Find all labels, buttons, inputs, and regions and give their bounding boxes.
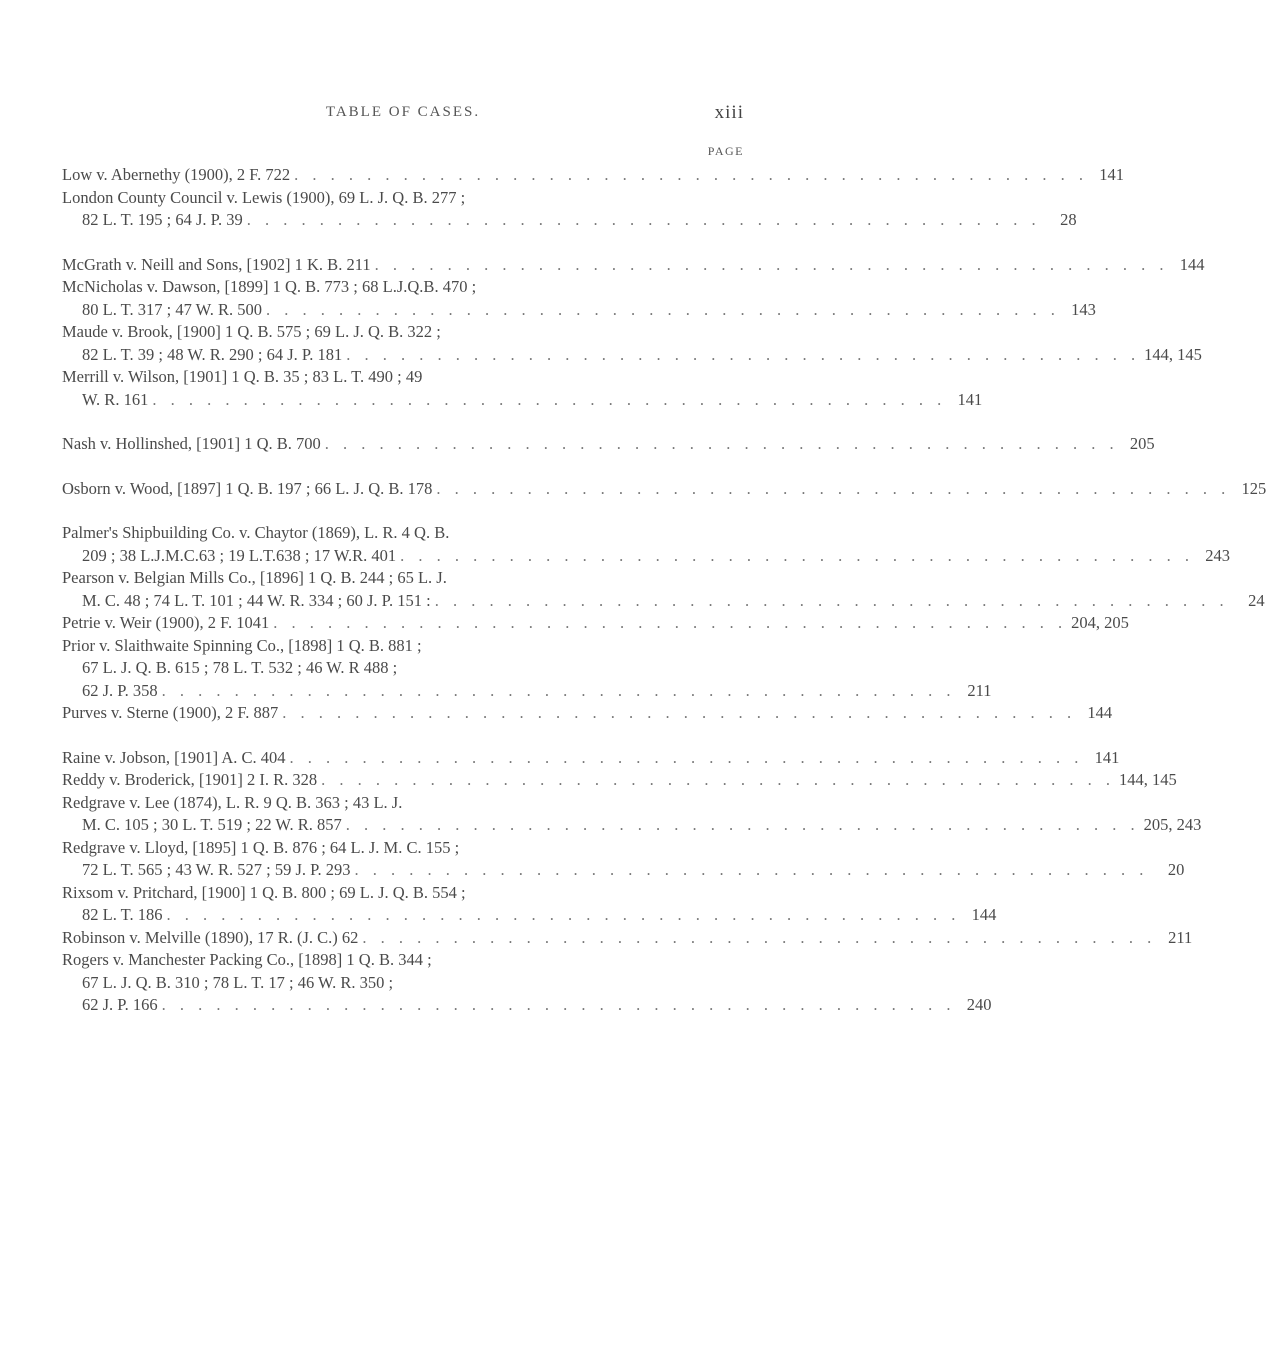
case-citation-line: McNicholas v. Dawson, [1899] 1 Q. B. 773 ; 68 L.J.Q.B. 470 ; <box>62 277 477 296</box>
case-citation-line <box>62 299 1096 322</box>
case-entry <box>62 792 1202 837</box>
case-citation-text: Robinson v. Melville (1890), 17 R. (J. C.) 62 <box>62 927 359 947</box>
leader-dots: . . . . . . . . . . . . . . . . . . . . . . . . . . . . . . . . . . . . . . . . . . . . <box>161 995 956 1014</box>
case-citation-line <box>62 254 1205 277</box>
leader-dots: . . . . . . . . . . . . . . . . . . . . . . . . . . . . . . . . . . . . . . . . . . . . <box>321 770 1115 789</box>
case-citation-line: Merrill v. Wilson, [1901] 1 Q. B. 35 ; 83 L. T. 490 ; 49 <box>62 367 423 386</box>
case-citation-line: Rogers v. Manchester Packing Co., [1898] 1 Q. B. 344 ; <box>62 950 432 969</box>
case-entry <box>62 927 1193 950</box>
page-reference: 211 <box>1168 927 1193 947</box>
case-citation-text: Osborn v. Wood, [1897] 1 Q. B. 197 ; 66 L. J. Q. B. 178 <box>62 478 433 498</box>
group-spacer <box>62 456 744 478</box>
group-spacer <box>62 725 744 747</box>
case-citation-line: Maude v. Brook, [1900] 1 Q. B. 575 ; 69 L. J. Q. B. 322 ; <box>62 322 441 341</box>
leader-dots: . . . . . . . . . . . . . . . . . . . . . . . . . . . . . . . . . . . . . . . . . . . . <box>294 165 1088 184</box>
case-citation-line: Rixsom v. Pritchard, [1900] 1 Q. B. 800 ; 69 L. J. Q. B. 554 ; <box>62 882 466 902</box>
case-citation-line <box>62 590 1265 613</box>
case-citation-line <box>62 904 997 927</box>
case-citation-line <box>62 389 983 412</box>
group-spacer <box>62 500 744 522</box>
case-entry <box>62 433 1155 456</box>
case-citation-text: 82 L. T. 186 <box>82 905 163 924</box>
page-reference: 141 <box>957 389 983 409</box>
leader-dots: . . . . . . . . . . . . . . . . . . . . . . . . . . . . . . . . . . . . . . . . . . . . <box>354 860 1149 879</box>
case-entry <box>62 567 1265 612</box>
leader-dots: . . . . . . . . . . . . . . . . . . . . . . . . . . . . . . . . . . . . . . . . . . . . <box>400 545 1195 565</box>
case-citation-line <box>62 164 1124 187</box>
leader-dots: . . . . . . . . . . . . . . . . . . . . . . . . . . . . . . . . . . . . . . . . . . . . <box>273 613 1068 632</box>
case-citation-text: M. C. 105 ; 30 L. T. 519 ; 22 W. R. 857 <box>82 815 342 834</box>
case-entry <box>62 949 992 1017</box>
leader-dots: . . . . . . . . . . . . . . . . . . . . . . . . . . . . . . . . . . . . . . . . . . . . <box>345 815 1140 834</box>
case-entry <box>62 612 1129 635</box>
leader-dots: . . . . . . . . . . . . . . . . . . . . . . . . . . . . . . . . . . . . . . . . . . . . <box>436 478 1231 498</box>
case-citation-line <box>62 545 1231 568</box>
case-entry <box>62 747 1120 770</box>
case-citation-line <box>62 344 1202 367</box>
page-reference: 144 <box>1087 703 1113 722</box>
case-citation-line <box>62 612 1129 635</box>
case-citation-text: Low v. Abernethy (1900), 2 F. 722 <box>62 165 291 184</box>
page-reference: 204, 205 <box>1071 613 1129 632</box>
page-reference: 20 <box>1167 860 1185 879</box>
leader-dots: . . . . . . . . . . . . . . . . . . . . . . . . . . . . . . . . . . . . . . . . . . . . <box>161 680 956 700</box>
leader-dots: . . . . . . . . . . . . . . . . . . . . . . . . . . . . . . . . . . . . . . . . . . . . <box>374 254 1169 274</box>
leader-dots: . . . . . . . . . . . . . . . . . . . . . . . . . . . . . . . . . . . . . . . . . . . . <box>246 210 1041 229</box>
case-entry <box>62 882 997 927</box>
case-citation-text: 62 J. P. 166 <box>82 995 158 1014</box>
page-reference: 205, 243 <box>1143 815 1202 834</box>
case-citation-text: M. C. 48 ; 74 L. T. 101 ; 44 W. R. 334 ; 60 J. P. 151 : <box>82 590 431 610</box>
page-reference: 144 <box>1179 254 1205 274</box>
leader-dots: . . . . . . . . . . . . . . . . . . . . . . . . . . . . . . . . . . . . . . . . . . . . <box>362 927 1157 947</box>
group-spacer <box>62 232 744 254</box>
group-spacer <box>62 411 744 433</box>
page-reference: 125 <box>1241 478 1266 498</box>
leader-dots: . . . . . . . . . . . . . . . . . . . . . . . . . . . . . . . . . . . . . . . . . . . . <box>282 703 1077 722</box>
case-citation-text: McGrath v. Neill and Sons, [1902] 1 K. B. 211 <box>62 254 371 274</box>
case-entry <box>62 635 992 703</box>
case-citation-text: W. R. 161 <box>82 389 149 409</box>
case-entry <box>62 702 1113 725</box>
case-citation-line: 67 L. J. Q. B. 615 ; 78 L. T. 532 ; 46 W. R 488 ; <box>82 658 398 677</box>
case-entry <box>62 254 1205 277</box>
leader-dots: . . . . . . . . . . . . . . . . . . . . . . . . . . . . . . . . . . . . . . . . . . . . <box>266 299 1060 319</box>
case-citation-line <box>62 433 1155 456</box>
case-entry <box>62 522 1231 567</box>
case-citation-line: 67 L. J. Q. B. 310 ; 78 L. T. 17 ; 46 W. R. 350 ; <box>82 972 394 992</box>
case-citation-line <box>62 680 992 703</box>
page-header <box>62 104 744 128</box>
page-reference: 141 <box>1094 747 1120 767</box>
case-citation-line: Redgrave v. Lee (1874), L. R. 9 Q. B. 363 ; 43 L. J. <box>62 792 403 812</box>
case-citation-text: Raine v. Jobson, [1901] A. C. 404 <box>62 747 286 767</box>
case-entry <box>62 187 1077 232</box>
case-entry <box>62 837 1185 882</box>
leader-dots: . . . . . . . . . . . . . . . . . . . . . . . . . . . . . . . . . . . . . . . . . . . . <box>289 747 1084 767</box>
page-reference: 24 <box>1248 590 1265 610</box>
page-reference: 211 <box>967 680 992 700</box>
case-entry <box>62 769 1177 792</box>
leader-dots: . . . . . . . . . . . . . . . . . . . . . . . . . . . . . . . . . . . . . . . . . . . . <box>434 590 1229 610</box>
case-citation-line <box>62 478 1266 501</box>
page-reference: 144, 145 <box>1144 344 1202 364</box>
case-citation-line: Palmer's Shipbuilding Co. v. Chaytor (1869), L. R. 4 Q. B. <box>62 523 450 542</box>
case-citation-line <box>62 859 1185 882</box>
case-citation-line <box>62 927 1193 950</box>
page-reference: 205 <box>1129 434 1155 453</box>
page-reference: 144 <box>971 905 997 924</box>
case-citation-text: 80 L. T. 317 ; 47 W. R. 500 <box>82 299 262 319</box>
case-citation-line <box>62 814 1202 837</box>
case-citation-line <box>62 209 1077 232</box>
case-entry <box>62 164 1124 187</box>
case-citation-text: Purves v. Sterne (1900), 2 F. 887 <box>62 703 279 722</box>
leader-dots: . . . . . . . . . . . . . . . . . . . . . . . . . . . . . . . . . . . . . . . . . . . . <box>166 905 961 924</box>
case-citation-text: Nash v. Hollinshed, [1901] 1 Q. B. 700 <box>62 434 321 453</box>
case-citation-line <box>62 747 1120 770</box>
page-reference: 240 <box>966 995 992 1014</box>
page-reference: 141 <box>1099 165 1124 184</box>
case-citation-line: Redgrave v. Lloyd, [1895] 1 Q. B. 876 ; 64 L. J. M. C. 155 ; <box>62 837 460 857</box>
case-entry <box>62 321 1202 366</box>
page-reference: 243 <box>1205 545 1231 565</box>
case-citation-text: Reddy v. Broderick, [1901] 2 I. R. 328 <box>62 770 318 789</box>
case-citation-line: London County Council v. Lewis (1900), 69 L. J. Q. B. 277 ; <box>62 187 466 207</box>
case-citation-text: 62 J. P. 358 <box>82 680 158 700</box>
page-reference: 144, 145 <box>1118 770 1177 789</box>
case-citation-line: Pearson v. Belgian Mills Co., [1896] 1 Q. B. 244 ; 65 L. J. <box>62 568 447 587</box>
case-entry <box>62 366 983 411</box>
case-citation-line <box>62 702 1113 725</box>
case-entry <box>62 276 1096 321</box>
case-citation-text: 82 L. T. 39 ; 48 W. R. 290 ; 64 J. P. 181 <box>82 344 343 364</box>
case-citation-text: 72 L. T. 565 ; 43 W. R. 527 ; 59 J. P. 293 <box>82 860 351 879</box>
leader-dots: . . . . . . . . . . . . . . . . . . . . . . . . . . . . . . . . . . . . . . . . . . . . <box>152 389 947 409</box>
case-citation-line <box>62 994 992 1017</box>
case-entry <box>62 478 1266 501</box>
leader-dots: . . . . . . . . . . . . . . . . . . . . . . . . . . . . . . . . . . . . . . . . . . . . <box>346 344 1141 364</box>
case-citation-text: Petrie v. Weir (1900), 2 F. 1041 <box>62 613 270 632</box>
page-reference: 28 <box>1060 210 1077 229</box>
page-number: xiii <box>714 102 744 123</box>
case-citation-text: 209 ; 38 L.J.M.C.63 ; 19 L.T.638 ; 17 W.R. 401 <box>82 545 397 565</box>
case-citation-line: Prior v. Slaithwaite Spinning Co., [1898] 1 Q. B. 881 ; <box>62 635 422 655</box>
page-reference: 143 <box>1071 299 1096 319</box>
case-citation-text: 82 L. T. 195 ; 64 J. P. 39 <box>82 210 243 229</box>
page-column-label: PAGE <box>707 144 744 158</box>
running-title: TABLE OF CASES. <box>325 104 481 120</box>
table-of-cases <box>62 164 1266 1017</box>
leader-dots: . . . . . . . . . . . . . . . . . . . . . . . . . . . . . . . . . . . . . . . . . . . . <box>324 434 1119 453</box>
case-citation-line <box>62 769 1177 792</box>
